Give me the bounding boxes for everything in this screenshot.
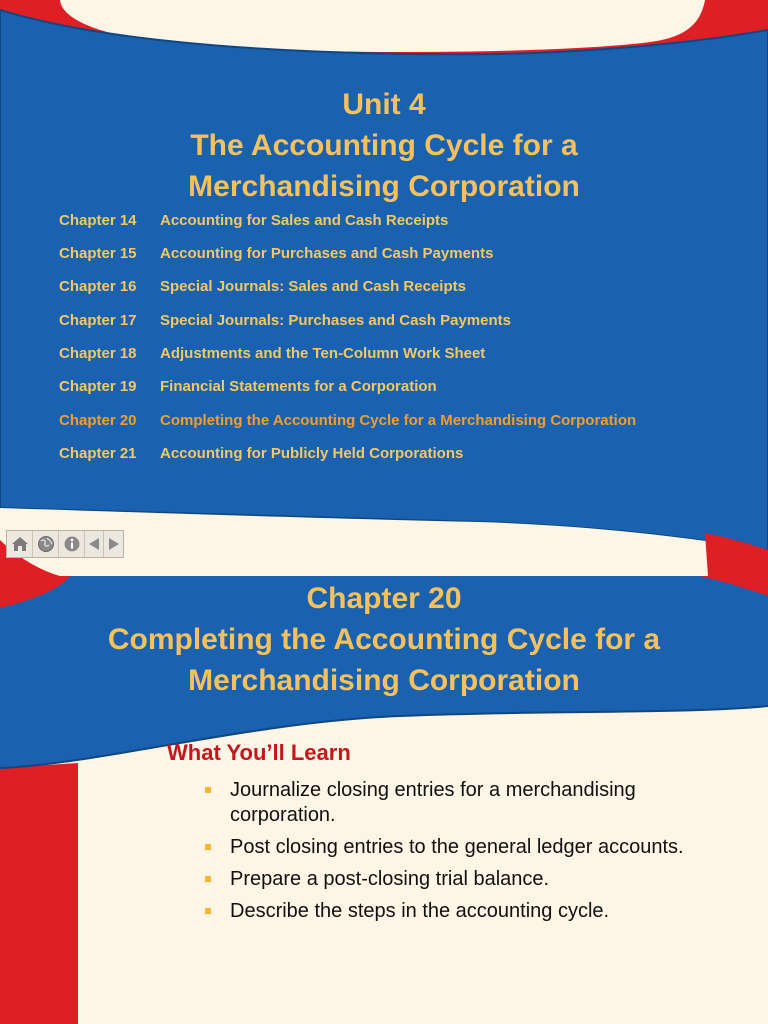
- globe-button[interactable]: [33, 531, 59, 557]
- chapter-number: Chapter 20: [59, 412, 137, 429]
- chapter-row-16[interactable]: [59, 278, 759, 300]
- globe-icon: [37, 535, 55, 553]
- chapter-row-21[interactable]: [59, 445, 759, 467]
- chapter-title: Accounting for Sales and Cash Receipts: [160, 212, 449, 229]
- chapter-row-15[interactable]: [59, 245, 759, 267]
- chapter-number-heading: Chapter 20: [306, 582, 462, 615]
- chapter-title: Special Journals: Purchases and Cash Payments: [160, 312, 511, 329]
- chapter-title: Adjustments and the Ten-Column Work Sheet: [160, 345, 486, 362]
- chapter-row-19[interactable]: [59, 378, 759, 400]
- bullet-icon: [205, 876, 211, 882]
- chapter-title-line-2: Merchandising Corporation: [188, 664, 580, 697]
- unit-number: Unit 4: [342, 88, 426, 121]
- chapter-title: Completing the Accounting Cycle for a Merchandising Corporation: [160, 412, 637, 429]
- bullet-icon: [205, 908, 211, 914]
- chapter-title: Accounting for Publicly Held Corporations: [160, 445, 464, 462]
- bullet-icon: [205, 787, 211, 793]
- objective-text: Describe the steps in the accounting cycle.: [230, 900, 610, 922]
- list-item: [205, 867, 745, 892]
- home-button[interactable]: [7, 531, 33, 557]
- objective-text: Journalize closing entries for a merchandising corporation.: [230, 779, 636, 826]
- home-icon: [11, 536, 29, 552]
- chapter-row-14[interactable]: [59, 212, 759, 234]
- chapter-title-line-1: Completing the Accounting Cycle for a: [107, 623, 661, 656]
- chapter-title: Financial Statements for a Corporation: [160, 378, 437, 395]
- what-youll-learn-heading: What You’ll Learn: [167, 740, 351, 765]
- learning-objectives-list: [205, 778, 745, 931]
- chapter-number: Chapter 19: [59, 378, 137, 395]
- chapter-title: Accounting for Purchases and Cash Payments: [160, 245, 494, 262]
- list-item: [205, 835, 745, 860]
- unit-title-line-1: The Accounting Cycle for a: [190, 129, 578, 162]
- objective-text: Prepare a post-closing trial balance.: [230, 868, 550, 890]
- slide-navigation-bar: [6, 530, 124, 558]
- chapter-number: Chapter 18: [59, 345, 137, 362]
- chapter-number: Chapter 15: [59, 245, 137, 262]
- chapter-row-20-current[interactable]: [59, 412, 759, 434]
- info-icon: [63, 535, 81, 553]
- chapter-number: Chapter 17: [59, 312, 137, 329]
- chapter-title: Special Journals: Sales and Cash Receipts: [160, 278, 466, 295]
- chapter-number: Chapter 21: [59, 445, 137, 462]
- unit-title-line-2: Merchandising Corporation: [188, 170, 580, 203]
- objective-text: Post closing entries to the general ledger accounts.: [230, 836, 684, 858]
- previous-arrow-icon: [88, 537, 100, 551]
- bullet-icon: [205, 844, 211, 850]
- chapter-number: Chapter 16: [59, 278, 137, 295]
- info-button[interactable]: [59, 531, 85, 557]
- previous-slide-button[interactable]: [85, 531, 104, 557]
- chapter-number: Chapter 14: [59, 212, 137, 229]
- list-item: [205, 899, 745, 924]
- chapter-row-18[interactable]: [59, 345, 759, 367]
- next-arrow-icon: [108, 537, 120, 551]
- chapter-row-17[interactable]: [59, 312, 759, 334]
- next-slide-button[interactable]: [104, 531, 123, 557]
- list-item: [205, 778, 745, 828]
